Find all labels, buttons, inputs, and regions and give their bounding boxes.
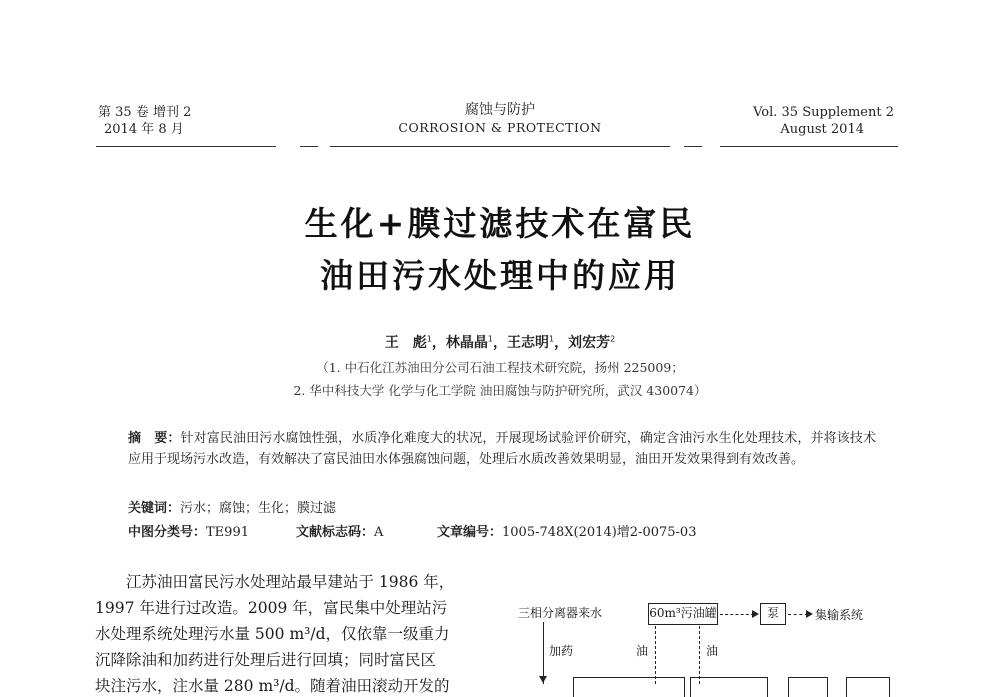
source-label: 三相分离器来水: [518, 606, 603, 620]
journal-name-cn: 腐蚀与防护: [465, 102, 535, 118]
journal-volume-en: Vol. 35 Supplement 2: [753, 105, 894, 120]
journal-date: 2014 年 8 月: [104, 122, 184, 137]
clc-number: [128, 521, 249, 540]
pump-box: [760, 603, 786, 625]
body-text-line: 沉降除油和加药进行处理后进行回填；同时富民区: [95, 651, 437, 669]
pump-label: 泵: [766, 606, 779, 620]
paper-title-line-1: 生化+膜过滤技术在富民: [304, 204, 696, 243]
article-number-value: 1005-748X(2014)增2-0075-03: [502, 525, 697, 540]
oil-tank-box: [648, 603, 718, 625]
body-text-line: 块注污水，注水量 280 m³/d。随着油田滚动开发的: [95, 677, 450, 695]
author-affiliation-mark: 1: [549, 334, 555, 344]
body-text-line: 1997 年进行过改造。2009 年，富民集中处理站污: [95, 599, 448, 617]
affiliation-line-1: （1. 中石化江苏油田分公司石油工程技术研究院，扬州 225009；: [316, 360, 684, 375]
abstract-text: 针对富民油田污水腐蚀性强，水质净化难度大的状况，开展现场试验评价研究，确定含油污水生化处理技术，并将该技术应用于现场污水改造，有效解决了富民油田水体强腐蚀问题，处理后水质改善效果明显，油田开发效果得到有效改善。: [128, 431, 876, 467]
process-unit-box: [846, 677, 890, 697]
affiliation-line-2: 2. 华中科技大学 化学与化工学院 油田腐蚀与防护研究所，武汉 430074）: [293, 383, 707, 398]
header-rule-dash-right: [684, 146, 702, 147]
header-rule-center: [330, 146, 670, 147]
body-text-line: 江苏油田富民污水处理站最早建站于 1986 年，: [126, 573, 455, 591]
journal-issue-en: [753, 104, 894, 138]
author-name: 王志明: [507, 335, 549, 351]
journal-name: [330, 102, 670, 136]
document-code: [296, 521, 383, 540]
article-number: [437, 521, 696, 540]
journal-volume: 第 35 卷 增刊 2: [98, 105, 192, 120]
journal-date-en: August 2014: [780, 122, 864, 137]
oil-label-1: 油: [636, 644, 649, 658]
author-affiliation-mark: 1: [487, 334, 493, 344]
main-flow-line: [543, 622, 544, 684]
abstract: [128, 428, 876, 470]
treatment-unit-box: [690, 677, 768, 697]
oil-return-line-2: [699, 626, 700, 684]
arrow-right-icon: [752, 610, 759, 618]
paper-title-line-2: 油田污水处理中的应用: [320, 256, 680, 295]
arrow-down-icon: [539, 676, 547, 683]
process-unit-box: [788, 677, 828, 697]
author-separator: ，: [431, 335, 446, 351]
clc-label: 中图分类号：: [128, 525, 207, 540]
oil-label-2: 油: [706, 644, 719, 658]
tank-to-pump-line: [720, 614, 754, 615]
dosing-label: 加药: [549, 644, 574, 658]
keywords-label: 关键词：: [128, 501, 181, 516]
author-list: [0, 332, 1000, 352]
author-affiliation-mark: 2: [610, 334, 616, 344]
author-name: 林晶晶: [445, 335, 488, 351]
abstract-label: 摘 要：: [128, 431, 181, 446]
journal-name-en: CORROSION & PROTECTION: [398, 120, 602, 135]
article-number-label: 文章编号：: [437, 525, 503, 540]
author-separator: ，: [493, 335, 507, 351]
body-text-line: 水处理系统处理污水量 500 m³/d，仅依靠一级重力: [95, 625, 450, 643]
author-separator: ，: [554, 335, 569, 351]
author-name: 王 彪: [384, 335, 427, 351]
header-rule-left: [96, 146, 276, 147]
keywords: [128, 497, 336, 516]
header-rule-dash-left: [300, 146, 318, 147]
oil-return-line-1: [655, 626, 656, 684]
author-name: 刘宏芳: [568, 335, 611, 351]
gathering-system-label: 集输系统: [815, 608, 864, 622]
header-rule-right: [720, 146, 898, 147]
journal-issue: [98, 104, 191, 138]
doc-code-label: 文献标志码：: [296, 525, 375, 540]
doc-code-value: A: [374, 525, 384, 540]
oil-tank-label: 60m³污油罐: [649, 606, 717, 620]
clc-value: TE991: [206, 525, 249, 540]
author-affiliation-mark: 1: [426, 334, 432, 344]
keywords-text: 污水；腐蚀；生化；膜过滤: [180, 501, 337, 516]
pump-to-gathering-line: [788, 614, 808, 615]
settling-tank-box: [573, 677, 685, 697]
arrow-right-icon: [806, 610, 813, 618]
